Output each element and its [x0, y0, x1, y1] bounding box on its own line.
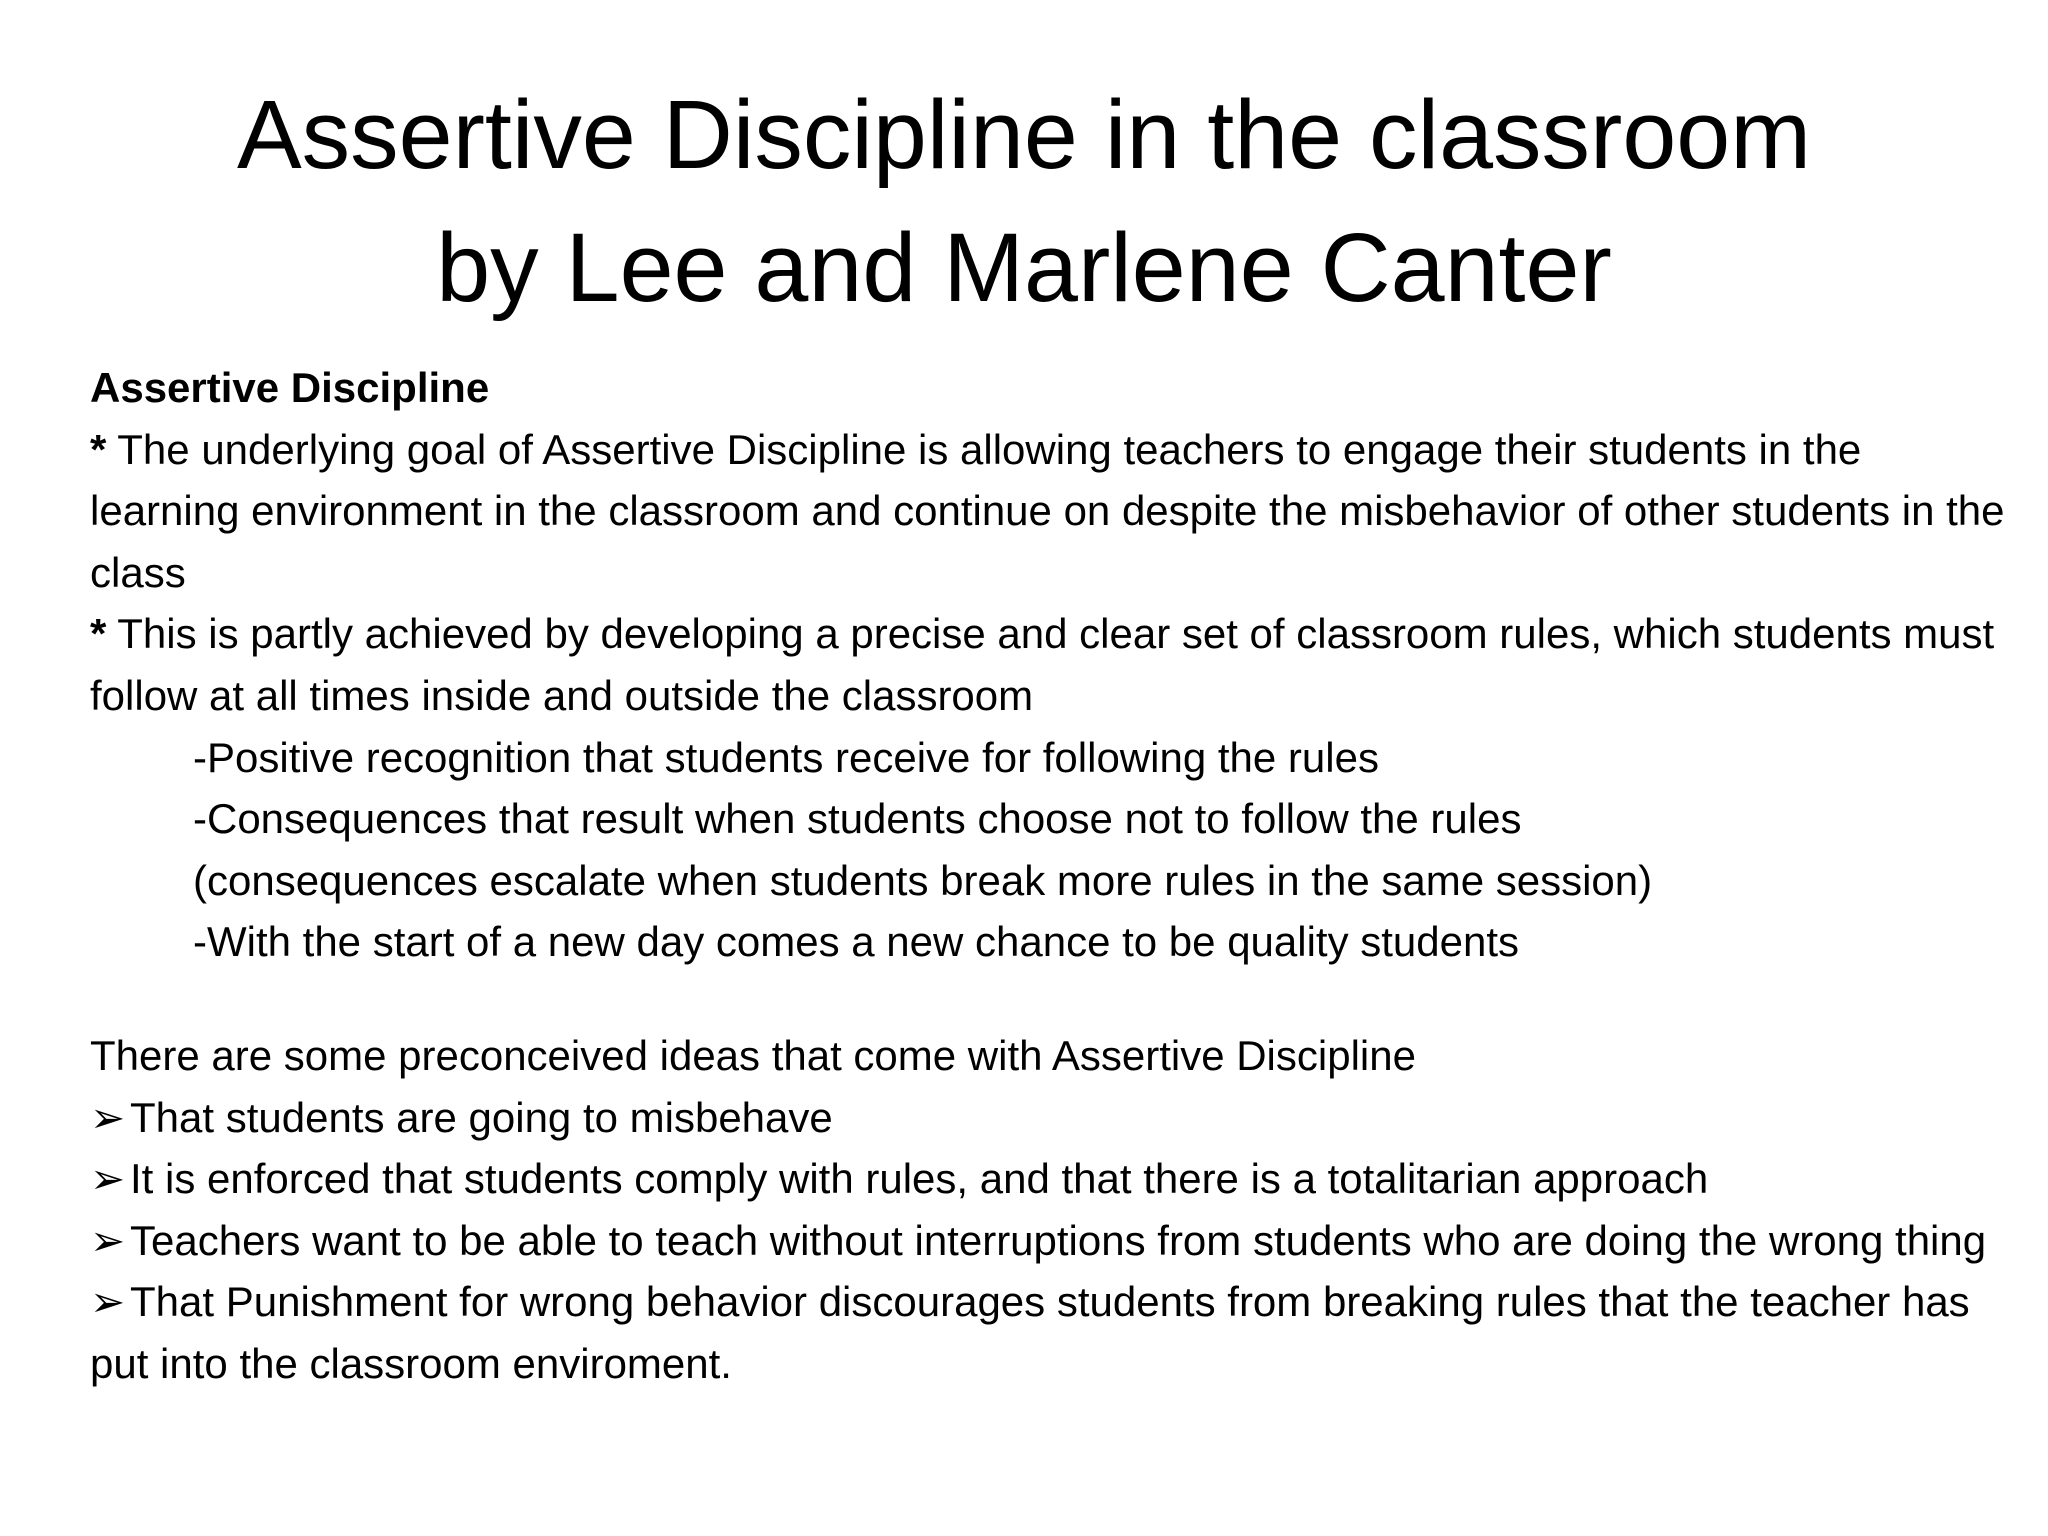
ideas-intro: There are some preconceived ideas that come with Assertive Discipline — [90, 1031, 1416, 1079]
arrow-bullet-icon: ➢ — [90, 1278, 126, 1326]
bullet-point — [90, 419, 2010, 604]
bullet-text: The underlying goal of Assertive Discipline is allowing teachers to engage their students in the learning environment in the classroom and continue on despite the misbehavior of other students in the class — [90, 425, 2005, 596]
sub-point: (consequences escalate when students break more rules in the same session) — [193, 856, 1653, 904]
idea-text: Teachers want to be able to teach without interruptions from students who are doing the wrong thing — [130, 1216, 1987, 1264]
section-heading: Assertive Discipline — [90, 364, 490, 411]
slide-body — [90, 357, 2010, 1395]
idea-item — [90, 1271, 2010, 1394]
sub-point: -Positive recognition that students receive for following the rules — [193, 733, 1379, 781]
idea-text: That students are going to misbehave — [130, 1093, 833, 1141]
idea-text: It is enforced that students comply with rules, and that there is a totalitarian approach — [130, 1155, 1709, 1203]
idea-text: That Punishment for wrong behavior discourages students from breaking rules that the teacher has put into the classroom enviroment. — [90, 1278, 1970, 1387]
bullet-text: This is partly achieved by developing a precise and clear set of classroom rules, which students must follow at all times inside and outside the classroom — [90, 610, 1995, 719]
title-line-2: by Lee and Marlene Canter — [436, 213, 1612, 322]
sub-point: -Consequences that result when students choose not to follow the rules — [193, 795, 1522, 843]
idea-item — [90, 1210, 2010, 1272]
bullet-marker: * — [90, 610, 107, 658]
idea-item — [90, 1148, 2010, 1210]
bullet-marker: * — [90, 425, 107, 473]
title-line-1: Assertive Discipline in the classroom — [236, 80, 1812, 189]
bullet-point — [90, 603, 2010, 726]
spacer — [90, 973, 2010, 1025]
arrow-bullet-icon: ➢ — [90, 1093, 126, 1141]
idea-item — [90, 1087, 2010, 1149]
arrow-bullet-icon: ➢ — [90, 1216, 126, 1264]
sub-point: -With the start of a new day comes a new chance to be quality students — [193, 918, 1520, 966]
slide-title — [0, 68, 2048, 334]
arrow-bullet-icon: ➢ — [90, 1155, 126, 1203]
